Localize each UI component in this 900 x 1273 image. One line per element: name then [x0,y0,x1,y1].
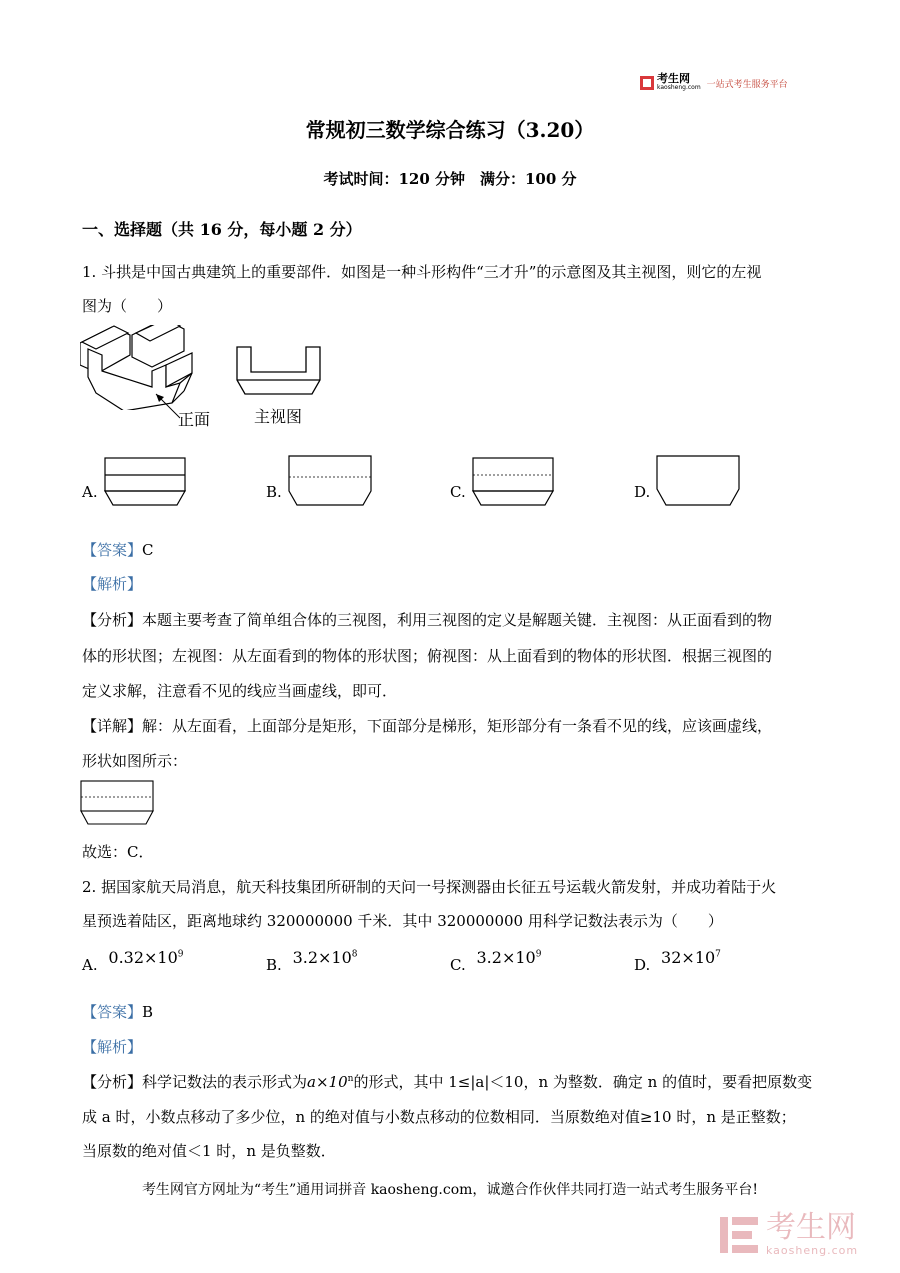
q2-fenxi-line2: 成 a 时，小数点移动了多少位，n 的绝对值与小数点移动的位数相同．当原数绝对值≥10 时，n 是正整数； [82,1108,796,1126]
watermark-text: 考生网 [766,1210,856,1245]
watermark-sub: kaosheng.com [766,1244,859,1257]
answer-tag: 【答案】 [82,541,143,559]
label-main-view: 主视图 [254,407,303,426]
q2-option-b[interactable] [266,948,358,975]
q2-line2: 星预选着陆区，距离地球约 320000000 千米．其中 320000000 用科学记数法表示为（ ） [82,912,723,930]
option-value: $0.32\times 10^9$ [108,948,184,967]
q1-option-d-label[interactable]: D. [634,483,651,501]
q1-main-view [236,346,322,396]
q1-answer [82,540,154,560]
q1-detail-line2: 形状如图所示： [82,752,188,770]
answer-value: B [142,1003,154,1021]
logo-slogan: 一站式考生服务平台 [706,79,788,90]
fenxi-text-a: 科学记数法的表示形式为 [142,1073,308,1091]
option-label: A. [82,956,98,974]
header-logo [640,74,788,92]
answer-value: C [142,541,154,559]
q1-option-a-figure [104,457,188,507]
fenxi-tag: 【分析】 [82,1073,143,1091]
q1-option-b-label[interactable]: B. [266,483,282,501]
label-front: 正面 [178,410,211,429]
fenxi-text: 本题主要考查了简单组合体的三视图，利用三视图的定义是解题关键．主视图：从正面看到的物 [142,611,773,629]
q1-solution-figure [80,780,156,826]
q2-fenxi-line1 [82,1072,812,1092]
option-label: B. [266,956,282,974]
q1-fenxi-line3: 定义求解，注意看不见的线应当画虚线，即可． [82,682,398,700]
q2-option-d[interactable] [634,948,721,975]
q1-conclusion: 故选：C． [82,843,154,861]
q1-option-d-figure [656,455,742,507]
q2-line1: 2. 据国家航天局消息，航天科技集团所研制的天问一号探测器由长征五号运载火箭发射，并成功着陆于火 [82,878,777,896]
q2-option-c[interactable] [450,948,542,975]
page-subtitle: 考试时间：120 分钟 满分：100 分 [323,170,577,188]
q2-answer [82,1002,153,1022]
q1-line2: 图为（ ） [82,297,173,315]
watermark [718,1212,858,1257]
option-value: $3.2\times 10^9$ [476,948,542,967]
footer-text: 考生网官方网址为“考生”通用词拼音 kaosheng.com，诚邀合作伙伴共同打造一站式考生服务平台! [141,1182,759,1198]
q1-option-a-label[interactable]: A. [82,483,98,501]
logo-icon [640,76,654,90]
detail-tag: 【详解】 [82,717,143,735]
fenxi-formula-exp: n [347,1074,354,1084]
q1-option-c-figure [472,457,556,507]
q2-fenxi-line3: 当原数的绝对值＜1 时，n 是负整数． [82,1142,336,1160]
fenxi-tag: 【分析】 [82,611,143,629]
option-value: $3.2\times 10^8$ [292,948,358,967]
logo-sub: kaosheng.com [657,84,701,91]
watermark-logo-icon [718,1213,762,1257]
fenxi-formula: a×10 [307,1073,348,1091]
q1-analysis-tag: 【解析】 [82,575,143,593]
q1-option-c-label[interactable]: C. [450,483,466,501]
option-label: C. [450,956,466,974]
logo-text: 考生网 [657,72,690,85]
section-heading: 一、选择题（共 16 分，每小题 2 分） [82,220,362,239]
option-value: $32\times 10^7$ [661,948,721,967]
q2-analysis-tag: 【解析】 [82,1038,143,1056]
q1-line1: 1. 斗拱是中国古典建筑上的重要部件．如图是一种斗形构件“三才升”的示意图及其主视图，则它的左视 [82,263,762,281]
q1-fenxi-line1 [82,610,772,630]
answer-tag: 【答案】 [82,1003,143,1021]
q2-option-a[interactable] [82,948,184,975]
q1-detail-line1 [82,716,772,736]
q1-option-b-figure [288,455,374,507]
detail-text: 解：从左面看，上面部分是矩形，下面部分是梯形，矩形部分有一条看不见的线，应该画虚线， [142,717,773,735]
q1-fenxi-line2: 体的形状图；左视图：从左面看到的物体的形状图；俯视图：从上面看到的物体的形状图．根据三视图的 [82,647,773,665]
fenxi-text-c: 的形式，其中 1≤|a|＜10，n 为整数．确定 n 的值时，要看把原数变 [353,1073,813,1091]
option-label: D. [634,956,651,974]
page-title: 常规初三数学综合练习（3.20） [305,118,595,142]
